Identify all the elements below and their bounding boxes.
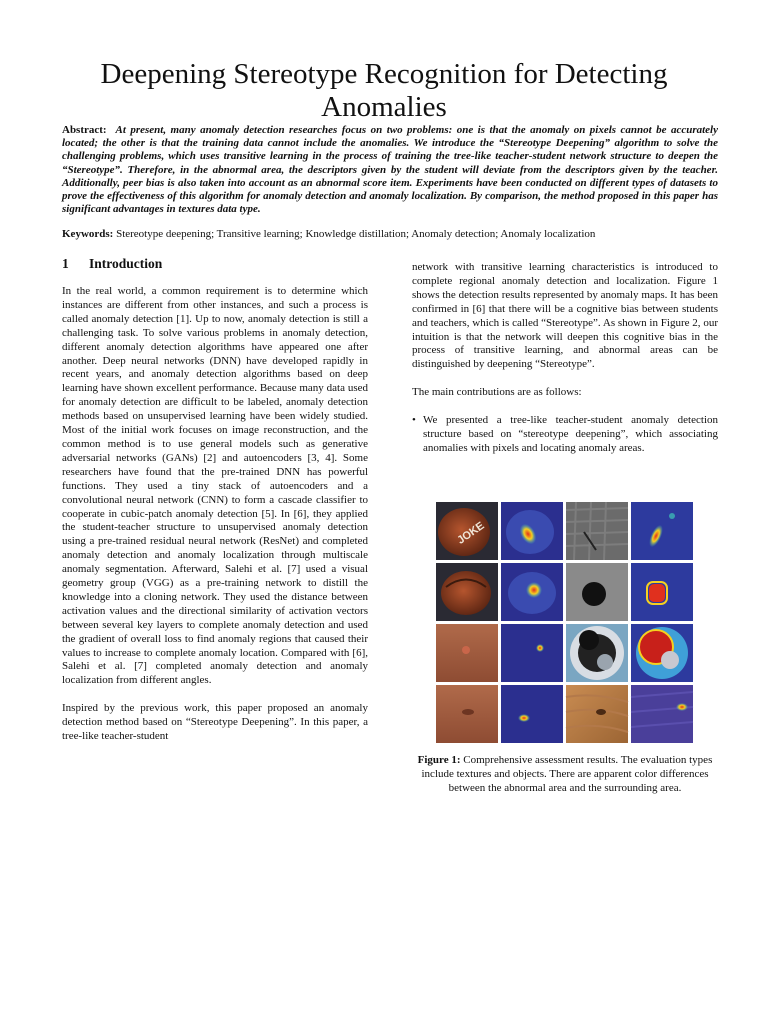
abstract-text: At present, many anomaly detection researches focus on two problems: one is that the anomaly on pixels cannot be accurately located; the other is that the training data cannot include the anomalies. We introduce the “Stereotype Deepening” algorithm to solve the challenging problems, which uses transitive learning in the process of training the tree-like teacher-student network structure to deepen the “Stereotype”. Therefore, in the abnormal area, the descriptors given by the student will deviate from the descriptors given by the teacher. Additionally, peer bias is also taken into account as an abnormal score item. Experiments have been conducted on different types of datasets to prove the effectiveness of this algorithm for anomaly detection and anomaly localization. By comparison, the method proposed in this paper has significant advantages in textures data type. xyxy=(62,124,718,216)
bullet-text: We presented a tree-like teacher-student anomaly detection structure based on “stereotype deepening”, which associating anomalies with pixels and locating anomaly areas. xyxy=(423,413,718,454)
section-title: Introduction xyxy=(89,256,163,271)
contribution-bullet xyxy=(412,414,718,456)
paragraph: In the real world, a common requirement is to determine which instances are different from other instances, and such a process is called anomaly detection [1]. Up to now, anomaly detection is still a challenging task. To solve various problems in anomaly detection, different anomaly detection algorithms have appeared one after another. Deep neural networks (DNN) have developed rapidly in recent years, and anomaly detection algorithms based on deep learning have shown excellent performance. Because many data used for anomaly detection are difficult to be labeled, anomaly detection methods based on unsupervised learning have been widely studied. Most of the initial work focuses on image reconstruction, and the common method is to use general models such as generative adversarial networks (GANs) [2] and autoencoders [3, 4]. Some researchers have found that the pre-trained DNN has powerful functions. They used a tiny stack of autoencoders and a convolutional neural network (CNN) to form a cascade classifier to cooperate in cubic-patch anomaly detection [5]. In [6], they applied the student-teacher structure to unsupervised anomaly detection using a pre-trained residual neural network (ResNet) and completed anomaly detection and anomaly localization through multiscale anomaly segmentation. Afterward, Salehi et al. [7] used a visual geometry group (VGG) as a pre-training network to distill the knowledge into a cloning network. They used the distance between activation values and the directional similarity of activation vectors between several key layers to complete anomaly detection and used the gradient of overall loss to find anomaly regions that caused their values to increase to complete anomaly location. Compared with [6], Salehi et al. [7] completed anomaly detection and anomaly localization from different angles. xyxy=(62,285,368,687)
figure-panel xyxy=(501,685,563,743)
figure-1-grid xyxy=(436,502,694,744)
figure-row-1 xyxy=(436,502,693,560)
section-heading xyxy=(62,256,162,272)
figure-row-4 xyxy=(436,685,693,743)
paragraph: The main contributions are as follows: xyxy=(412,386,582,399)
abstract-label: Abstract: xyxy=(62,124,107,136)
paragraph: network with transitive learning characteristics is introduced to complete regional anomaly detection and localization. Figure 1 shows the detection results represented by anomaly maps. It has been confirmed in [6] that there will be a cognitive bias between students and teachers, which is called “Stereotype”. As shown in Figure 2, our intuition is that the network will deepen this cognitive bias in the process of transitive learning, and abnormal areas can be distinguished by deepening “Stereotype”. xyxy=(412,261,718,371)
bullet-icon: • xyxy=(412,413,416,426)
paragraph: Inspired by the previous work, this paper proposed an anomaly detection method based on “Stereotype Deepening”. In this paper, a tree-like teacher-student xyxy=(62,702,368,742)
left-column xyxy=(62,285,368,758)
figure-row-3 xyxy=(436,624,693,682)
right-column xyxy=(412,261,718,462)
figure-panel xyxy=(501,624,563,682)
keywords-label: Keywords: xyxy=(62,228,114,240)
section-number: 1 xyxy=(62,256,69,271)
paper-title: Deepening Stereotype Recognition for Detecting Anomalies xyxy=(100,58,668,123)
figure-caption xyxy=(412,753,718,795)
figure-label: Figure 1: xyxy=(417,754,461,766)
figure-1-image xyxy=(436,502,694,744)
keywords xyxy=(62,228,718,241)
figure-row-2 xyxy=(436,563,693,621)
abstract xyxy=(62,124,718,216)
keywords-text: Stereotype deepening; Transitive learning; Knowledge distillation; Anomaly detection; Anomaly localization xyxy=(116,228,596,240)
figure-caption-text: Comprehensive assessment results. The evaluation types include textures and objects. There are apparent color differences between the abnormal area and the surrounding area. xyxy=(421,754,713,794)
panel-text: JOKE xyxy=(455,519,487,547)
